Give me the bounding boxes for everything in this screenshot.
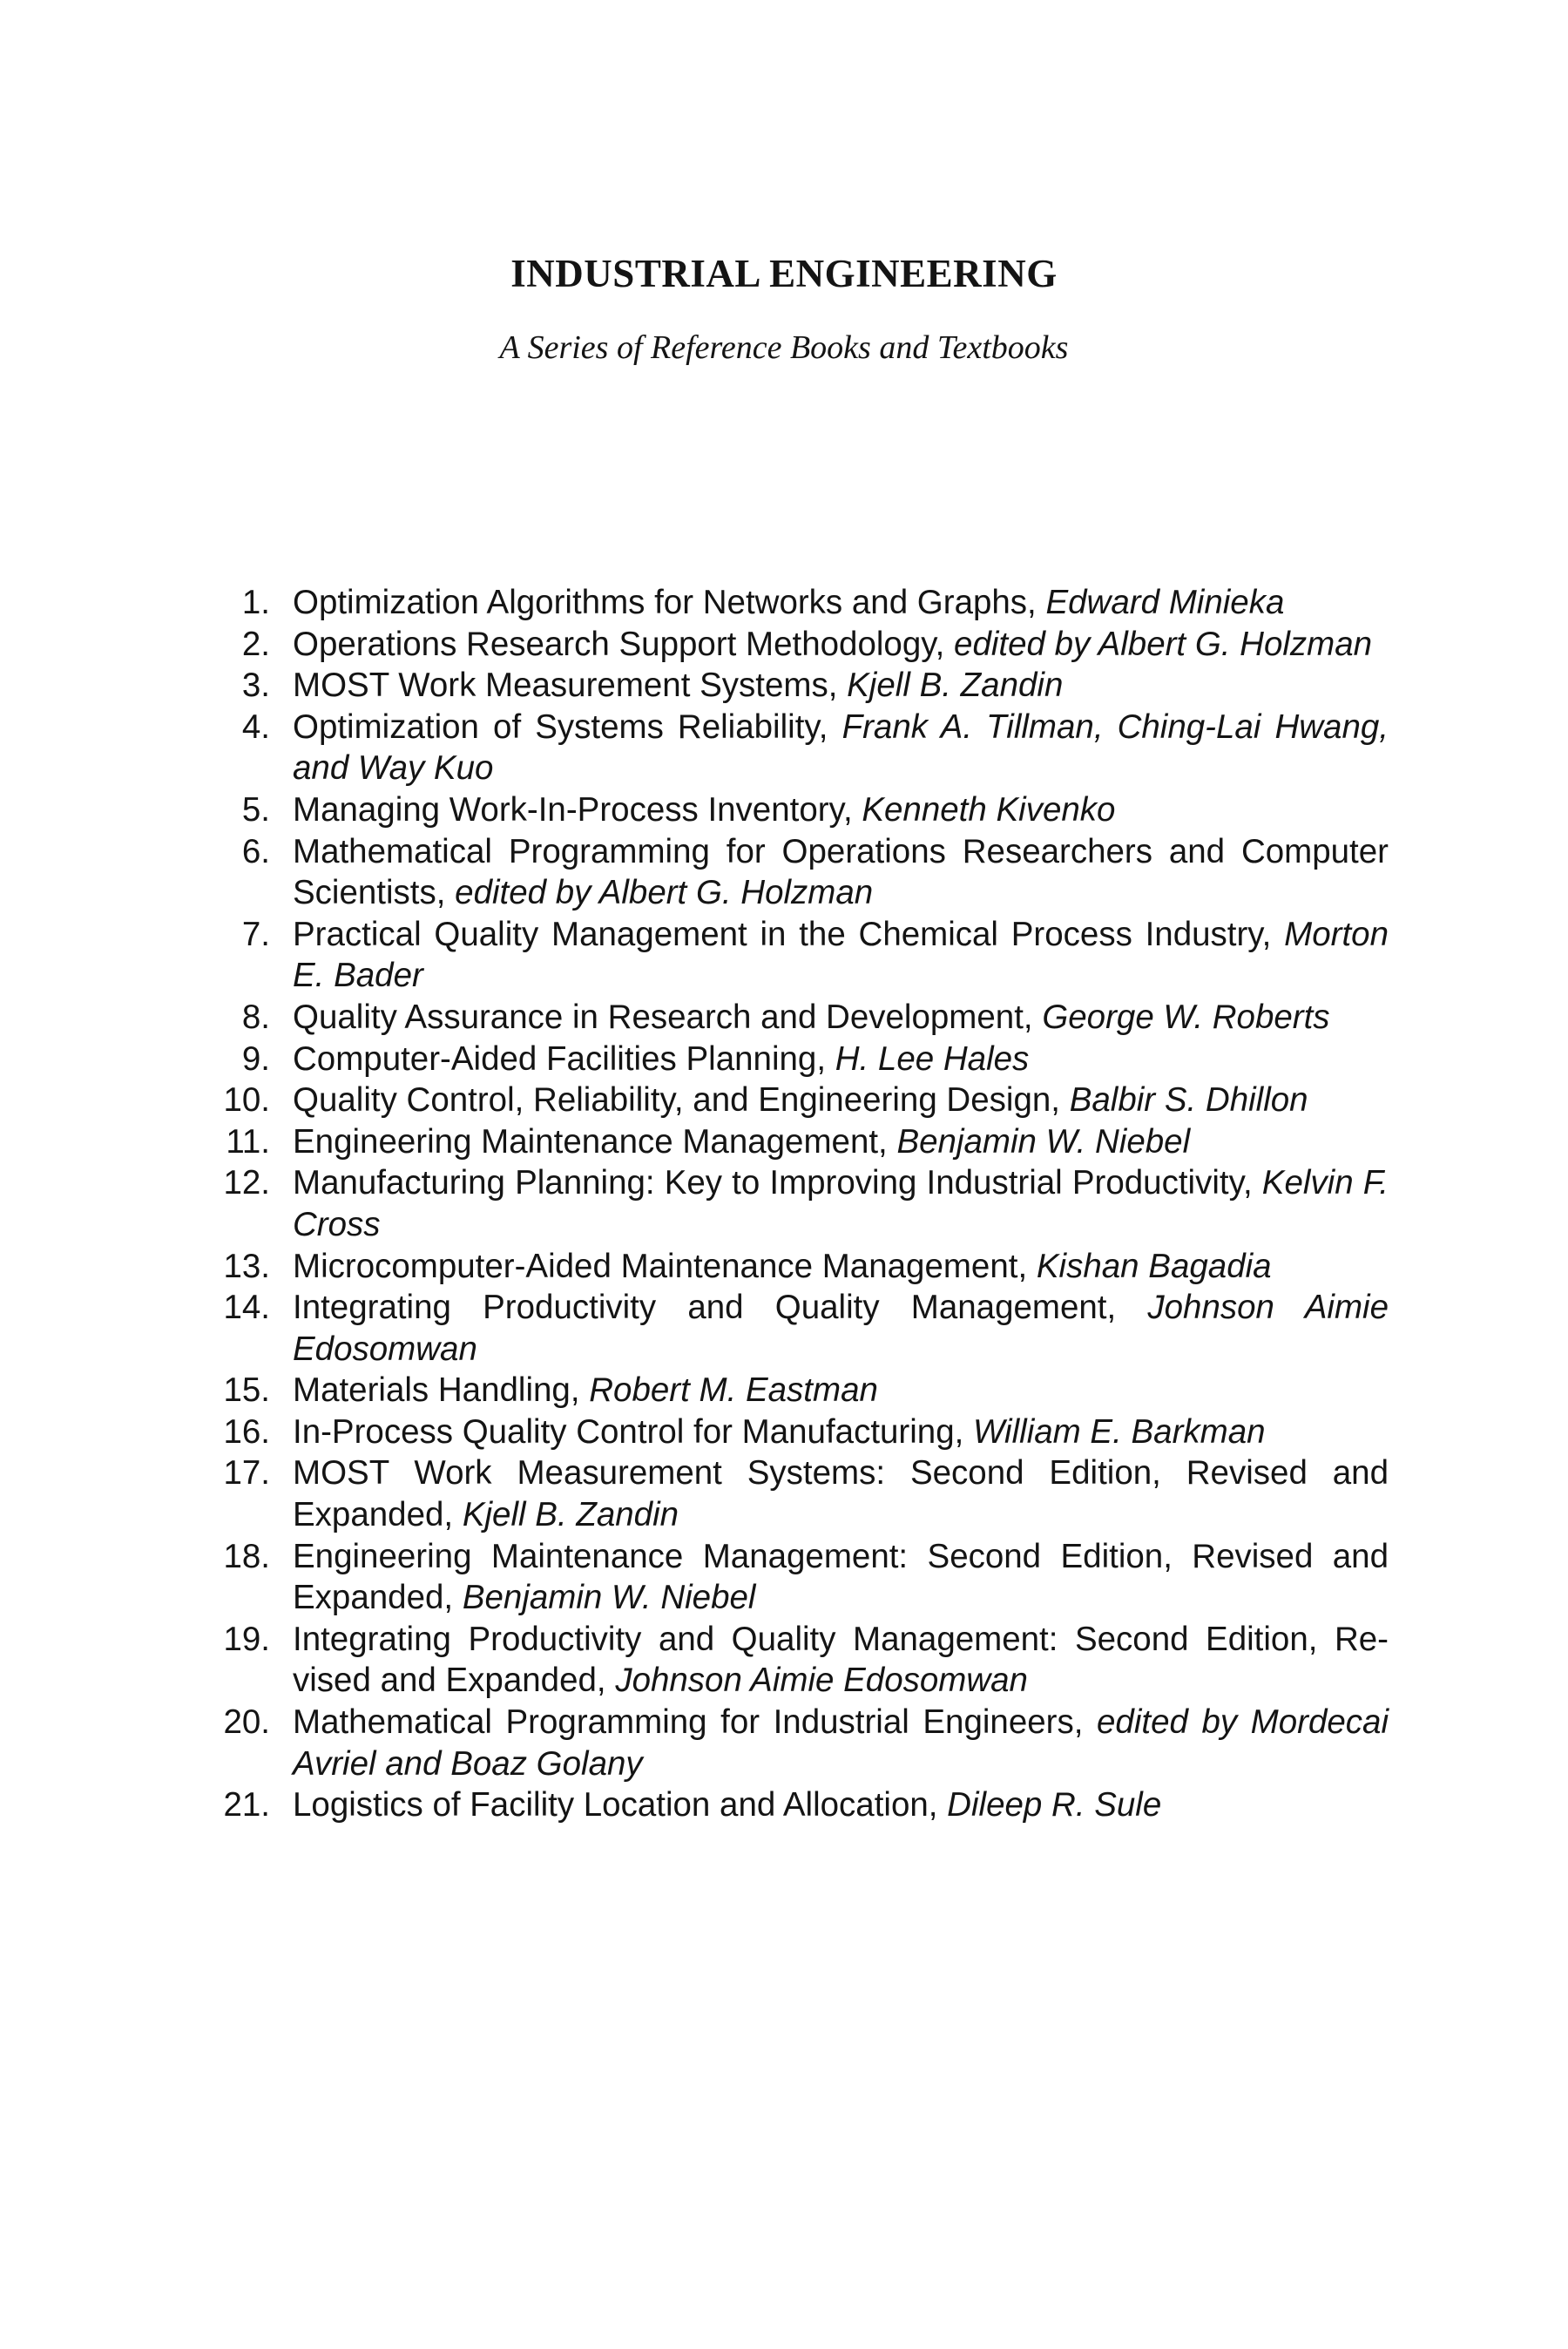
book-author: Kelvin F. Cross bbox=[293, 1164, 1389, 1243]
item-number: 6. bbox=[241, 832, 270, 870]
book-author: Benjamin W. Niebel bbox=[462, 1579, 756, 1617]
book-author: Edward Minieka bbox=[1045, 584, 1285, 621]
book-list bbox=[202, 582, 1389, 1826]
series-subtitle: A Series of Reference Books and Textbooks bbox=[499, 329, 1069, 366]
list-item bbox=[202, 1452, 1389, 1535]
item-number: 18. bbox=[223, 1537, 270, 1575]
book-title: Quality Assurance in Research and Development, bbox=[293, 998, 1033, 1036]
book-title: Operations Research Support Methodology, bbox=[293, 625, 945, 663]
list-item bbox=[202, 1287, 1389, 1370]
item-number: 14. bbox=[223, 1289, 270, 1327]
book-author: Morton E. Bader bbox=[293, 915, 1389, 995]
book-author: edited by Albert G. Holzman bbox=[455, 874, 874, 912]
book-author: William E. Barkman bbox=[973, 1412, 1266, 1451]
list-item bbox=[202, 665, 1389, 707]
item-number: 16. bbox=[223, 1412, 270, 1451]
item-number: 21. bbox=[223, 1786, 270, 1824]
book-author: Balbir S. Dhillon bbox=[1069, 1081, 1308, 1120]
item-number: 15. bbox=[223, 1371, 270, 1410]
book-author: H. Lee Hales bbox=[835, 1039, 1030, 1078]
book-title: Engineering Maintenance Management, bbox=[293, 1122, 888, 1161]
list-item bbox=[202, 1162, 1389, 1245]
list-item bbox=[202, 582, 1389, 624]
item-number: 5. bbox=[241, 790, 270, 829]
book-author: Kenneth Kivenko bbox=[862, 790, 1116, 829]
book-title: Practical Quality Management in the Chemical Process Industry, bbox=[293, 915, 1272, 953]
list-item bbox=[202, 1246, 1389, 1288]
book-author: Robert M. Eastman bbox=[589, 1371, 878, 1410]
book-title: Quality Control, Reliability, and Engineering Design, bbox=[293, 1081, 1060, 1120]
list-item bbox=[202, 789, 1389, 831]
item-number: 10. bbox=[223, 1081, 270, 1120]
list-item bbox=[202, 707, 1389, 789]
book-title: In-Process Quality Control for Manufacturing, bbox=[293, 1412, 964, 1451]
item-number: 12. bbox=[223, 1164, 270, 1202]
item-number: 1. bbox=[241, 584, 270, 621]
list-item bbox=[202, 1619, 1389, 1702]
item-number: 17. bbox=[223, 1454, 270, 1493]
book-title: MOST Work Measurement Systems, bbox=[293, 667, 838, 705]
book-title: MOST Work Measurement Systems: Second Edition, Revised and Expanded, bbox=[293, 1454, 1389, 1534]
list-item bbox=[202, 997, 1389, 1039]
list-item bbox=[202, 624, 1389, 666]
book-title: Microcomputer-Aided Maintenance Management, bbox=[293, 1247, 1028, 1285]
book-author: Dileep R. Sule bbox=[947, 1786, 1162, 1824]
list-item bbox=[202, 1536, 1389, 1619]
list-item bbox=[202, 1411, 1389, 1453]
list-item bbox=[202, 1370, 1389, 1411]
book-author: George W. Roberts bbox=[1042, 998, 1330, 1036]
book-author: Johnson Aimie Edosomwan bbox=[293, 1289, 1389, 1368]
book-title: Integrating Productivity and Quality Management, bbox=[293, 1289, 1117, 1327]
list-item bbox=[202, 1784, 1389, 1826]
book-author: Kjell B. Zandin bbox=[847, 667, 1064, 705]
list-item bbox=[202, 1702, 1389, 1784]
book-title: Logistics of Facility Location and Allocation, bbox=[293, 1786, 938, 1824]
book-author: Kjell B. Zandin bbox=[462, 1496, 679, 1534]
item-number: 19. bbox=[223, 1620, 270, 1658]
item-number: 7. bbox=[241, 915, 270, 953]
item-number: 8. bbox=[241, 998, 270, 1036]
book-title: Optimization Algorithms for Networks and Graphs, bbox=[293, 584, 1037, 621]
book-title: Materials Handling, bbox=[293, 1371, 580, 1410]
book-author: edited by Mordecai Avriel and Boaz Golany bbox=[293, 1703, 1389, 1783]
book-author: Frank A. Tillman, Ching-Lai Hwang, and Way Kuo bbox=[293, 707, 1389, 788]
book-title: Mathematical Programming for Operations Researchers and Computer Scientists, bbox=[293, 832, 1389, 912]
book-title: Managing Work-In-Process Inventory, bbox=[293, 790, 853, 829]
item-number: 4. bbox=[241, 707, 270, 746]
book-author: Benjamin W. Niebel bbox=[896, 1122, 1191, 1161]
item-number: 20. bbox=[223, 1703, 270, 1742]
item-number: 13. bbox=[223, 1247, 270, 1285]
list-item bbox=[202, 1080, 1389, 1121]
book-title: Integrating Productivity and Quality Management: Second Edition, Revised and Expanded, bbox=[293, 1620, 1389, 1700]
book-title: Mathematical Programming for Industrial Engineers, bbox=[293, 1703, 1084, 1742]
book-title: Computer-Aided Facilities Planning, bbox=[293, 1039, 827, 1078]
list-item bbox=[202, 1039, 1389, 1080]
book-author: edited by Albert G. Holzman bbox=[954, 625, 1373, 663]
book-title: Manufacturing Planning: Key to Improving Industrial Productivity, bbox=[293, 1164, 1253, 1202]
book-author: Johnson Aimie Edosomwan bbox=[615, 1662, 1028, 1700]
book-title: Optimization of Systems Reliability, bbox=[293, 707, 828, 746]
item-number: 11. bbox=[226, 1122, 270, 1161]
series-title: INDUSTRIAL ENGINEERING bbox=[510, 252, 1058, 295]
item-number: 2. bbox=[241, 625, 270, 663]
item-number: 9. bbox=[241, 1039, 270, 1078]
item-number: 3. bbox=[241, 667, 270, 705]
book-title: Engineering Maintenance Management: Second Edition, Revised and Expanded, bbox=[293, 1537, 1389, 1617]
list-item bbox=[202, 1121, 1389, 1163]
book-author: Kishan Bagadia bbox=[1036, 1247, 1272, 1285]
list-item bbox=[202, 831, 1389, 914]
list-item bbox=[202, 914, 1389, 997]
